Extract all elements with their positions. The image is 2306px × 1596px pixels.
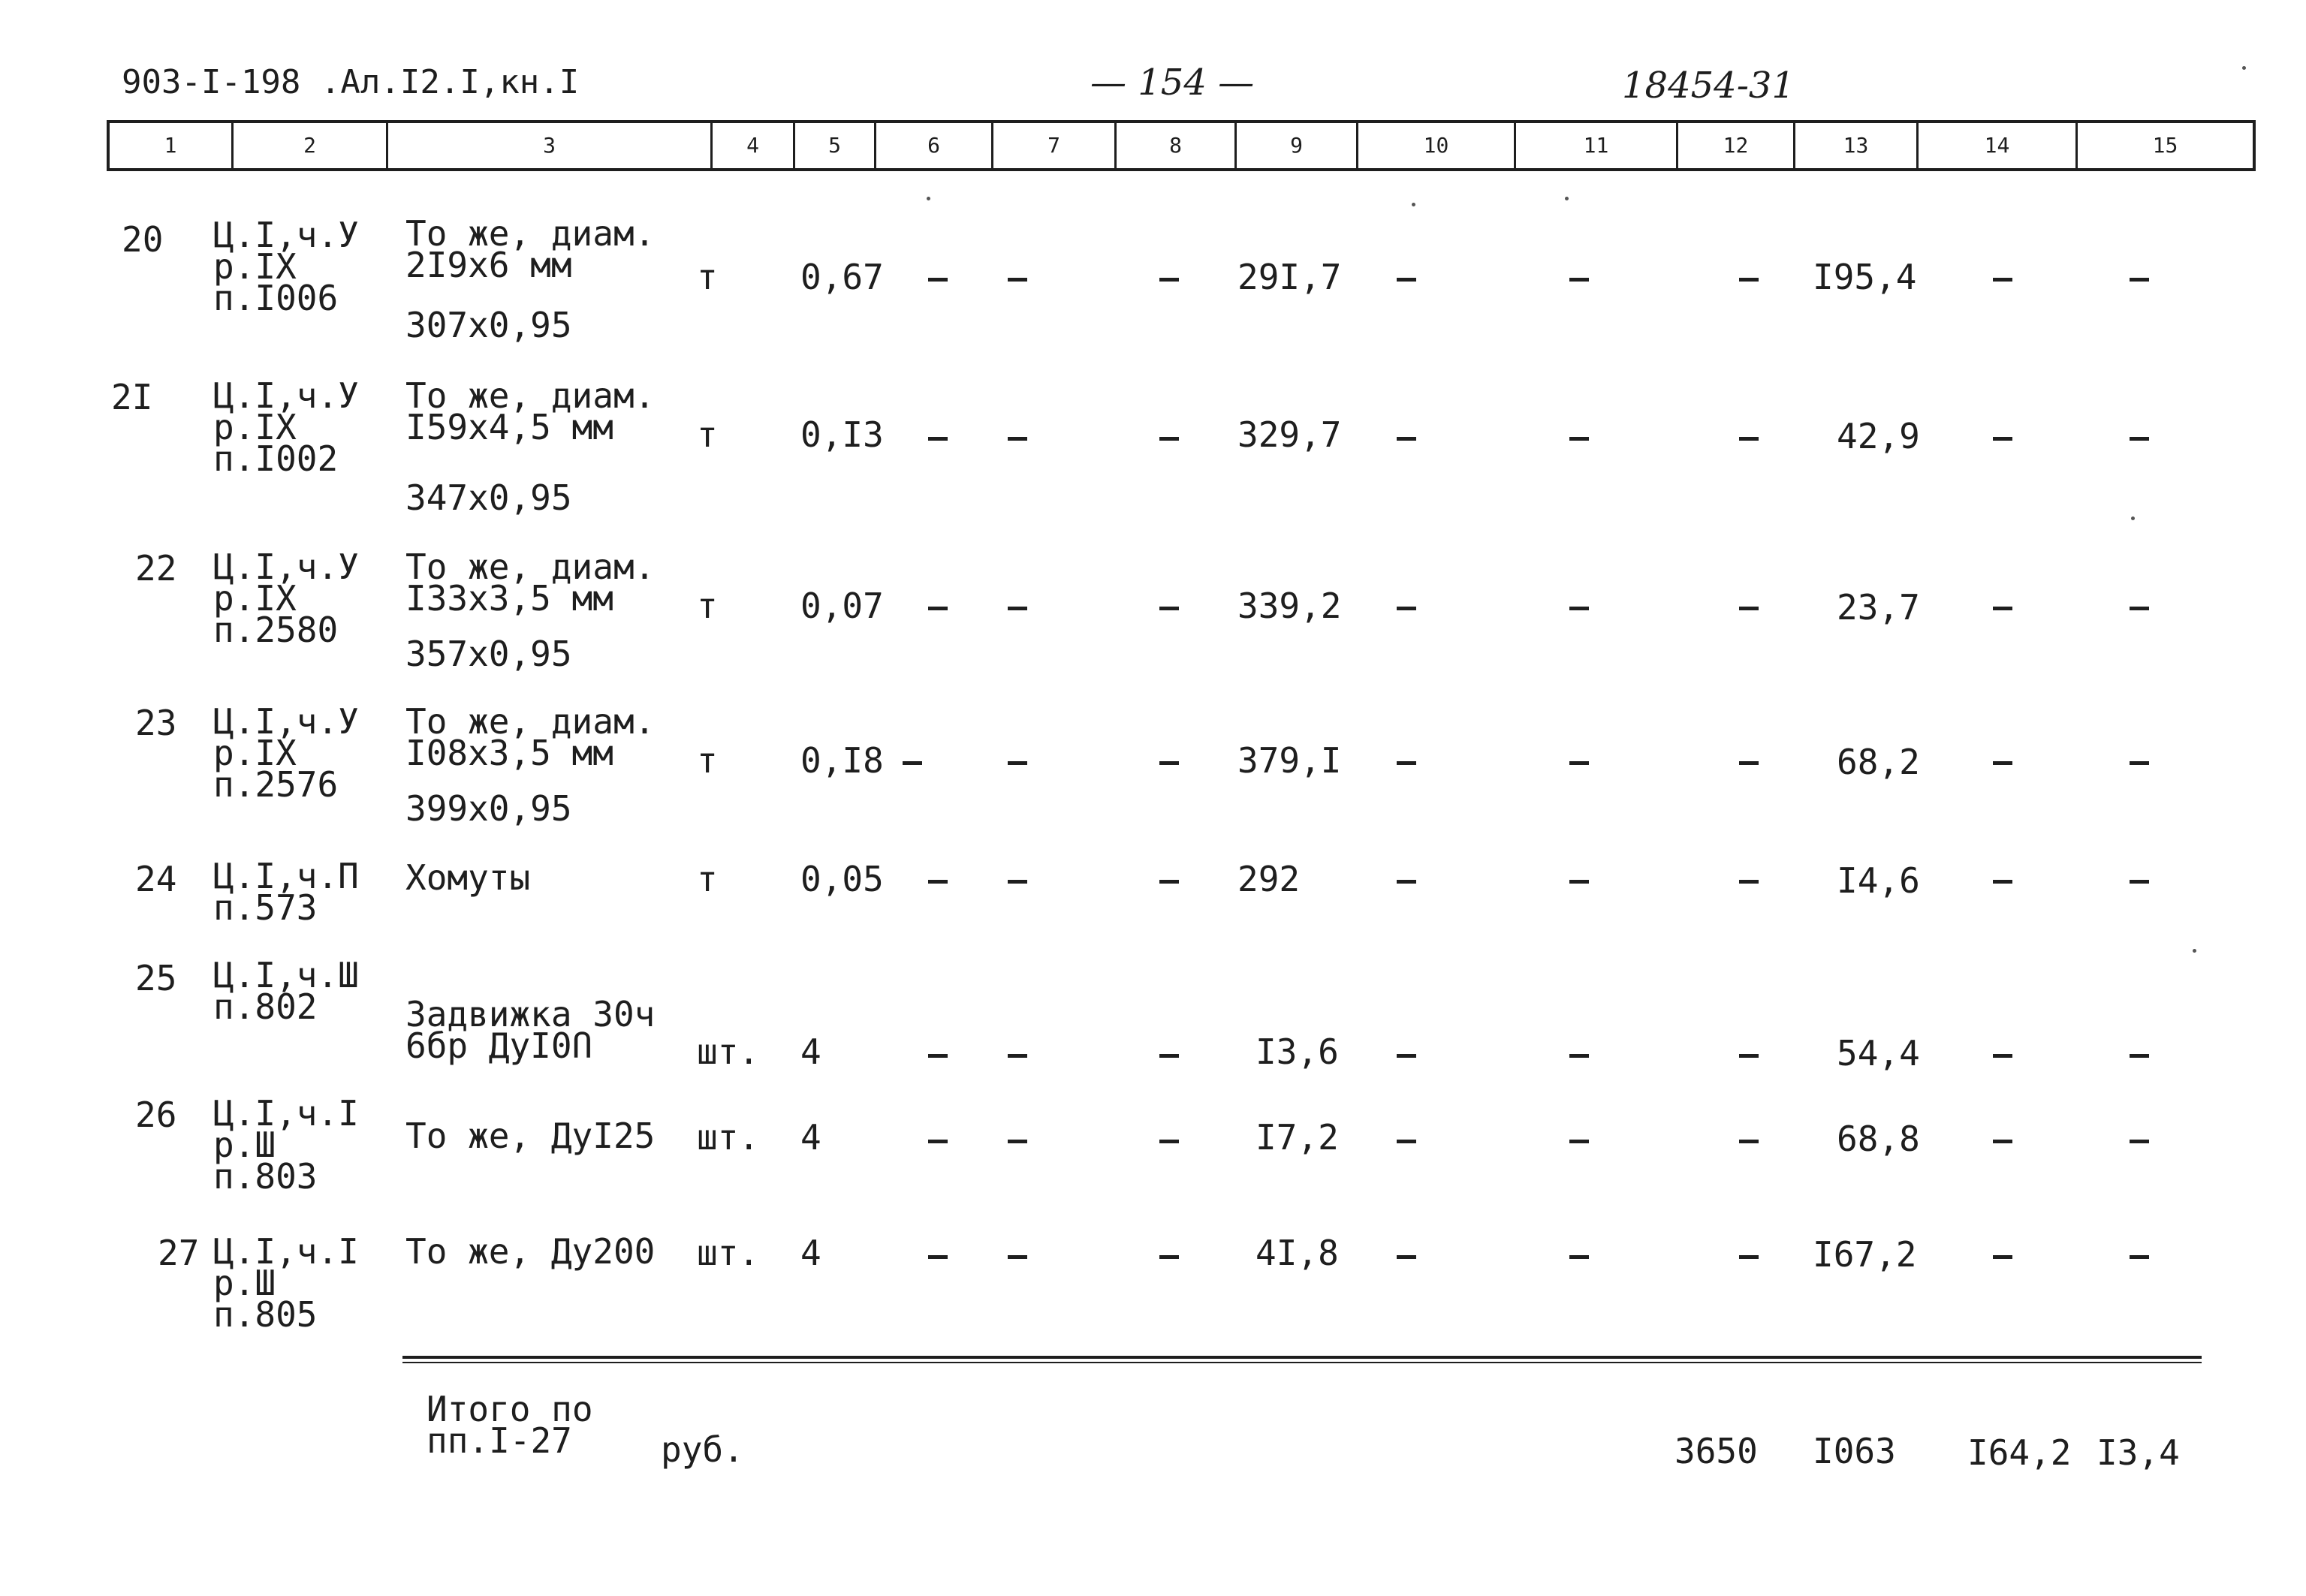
empty-dash bbox=[1008, 1255, 1027, 1259]
price-cell: 29I,7 bbox=[1237, 257, 1342, 297]
reference-line: Ц.I,ч.У bbox=[213, 375, 359, 416]
empty-dash bbox=[2130, 437, 2149, 441]
empty-dash bbox=[1739, 1140, 1759, 1143]
empty-dash bbox=[903, 761, 922, 765]
description-cell bbox=[405, 994, 656, 1066]
reference-line: Ц.I,ч.У bbox=[213, 547, 359, 587]
reference-line: п.I002 bbox=[213, 438, 339, 479]
price-cell: I7,2 bbox=[1255, 1117, 1339, 1158]
empty-dash bbox=[1159, 761, 1179, 765]
column-number: 12 bbox=[1676, 123, 1793, 168]
reference-line: Ц.I,ч.У bbox=[213, 215, 359, 255]
reference-line: п.2580 bbox=[213, 610, 339, 650]
quantity-cell: 4 bbox=[800, 1031, 821, 1072]
column-number: 2 bbox=[231, 123, 386, 168]
empty-dash bbox=[1159, 607, 1179, 610]
empty-dash bbox=[2130, 1140, 2149, 1143]
unit-cell: т bbox=[697, 257, 718, 297]
reference-cell bbox=[213, 701, 359, 805]
reference-line: р.IX bbox=[213, 578, 297, 619]
empty-dash bbox=[1397, 1054, 1416, 1058]
column-number: 3 bbox=[386, 123, 710, 168]
total-cell: I4,6 bbox=[1837, 860, 1920, 901]
reference-line: Ц.I,ч.I bbox=[213, 1231, 359, 1272]
empty-dash bbox=[1569, 607, 1589, 610]
scan-speck bbox=[2242, 66, 2246, 70]
quantity-cell: 0,07 bbox=[800, 586, 884, 626]
row-number: 23 bbox=[135, 703, 177, 743]
reference-line: Ц.I,ч.У bbox=[213, 701, 359, 742]
total-cell: 54,4 bbox=[1837, 1033, 1920, 1074]
empty-dash bbox=[1397, 607, 1416, 610]
empty-dash bbox=[1739, 880, 1759, 884]
empty-dash bbox=[2130, 607, 2149, 610]
empty-dash bbox=[928, 1140, 948, 1143]
description-cell bbox=[405, 701, 656, 773]
empty-dash bbox=[1993, 437, 2012, 441]
column-number-header bbox=[107, 120, 2256, 171]
column-number: 6 bbox=[874, 123, 991, 168]
totals-unit: руб. bbox=[661, 1429, 744, 1470]
unit-cell: шт. bbox=[697, 1233, 760, 1273]
calculation-note: 347х0,95 bbox=[405, 477, 572, 518]
reference-line: р.IX bbox=[213, 407, 297, 447]
reference-cell bbox=[213, 375, 359, 479]
empty-dash bbox=[2130, 1054, 2149, 1058]
empty-dash bbox=[1159, 880, 1179, 884]
description-cell bbox=[405, 375, 656, 447]
totals-col15: I3,4 bbox=[2097, 1432, 2180, 1473]
unit-cell: шт. bbox=[697, 1117, 760, 1158]
description-cell bbox=[405, 547, 656, 619]
quantity-cell: 0,05 bbox=[800, 859, 884, 899]
empty-dash bbox=[928, 1054, 948, 1058]
reference-cell bbox=[213, 215, 359, 318]
empty-dash bbox=[2130, 761, 2149, 765]
empty-dash bbox=[1993, 1140, 2012, 1143]
row-number: 2I bbox=[111, 377, 153, 417]
total-cell: I67,2 bbox=[1813, 1234, 1917, 1275]
reference-line: п.I006 bbox=[213, 278, 339, 318]
column-number: 14 bbox=[1916, 123, 2075, 168]
column-number: 15 bbox=[2075, 123, 2253, 168]
empty-dash bbox=[1397, 278, 1416, 282]
price-cell: 4I,8 bbox=[1255, 1233, 1339, 1273]
empty-dash bbox=[1397, 437, 1416, 441]
description-line: То же, диам. bbox=[405, 547, 656, 587]
quantity-cell: 0,I3 bbox=[800, 414, 884, 455]
price-cell: 292 bbox=[1237, 859, 1301, 899]
empty-dash bbox=[1993, 880, 2012, 884]
scan-speck bbox=[2193, 949, 2196, 953]
empty-dash bbox=[1993, 1255, 2012, 1259]
column-number: 1 bbox=[164, 133, 177, 158]
empty-dash bbox=[1993, 607, 2012, 610]
totals-label-line: пп.I-27 bbox=[427, 1420, 572, 1461]
description-line: Задвижка 30ч bbox=[405, 994, 656, 1034]
description-line: I33х3,5 мм bbox=[405, 578, 613, 619]
reference-line: Ц.I,ч.П bbox=[213, 856, 359, 896]
description-line: То же, диам. bbox=[405, 701, 656, 742]
row-number: 24 bbox=[135, 859, 177, 899]
total-cell: I95,4 bbox=[1813, 257, 1917, 297]
calculation-note: 357х0,95 bbox=[405, 634, 572, 674]
empty-dash bbox=[1569, 761, 1589, 765]
reference-line: р.Ш bbox=[213, 1263, 276, 1303]
empty-dash bbox=[1739, 437, 1759, 441]
column-number: 10 bbox=[1356, 123, 1514, 168]
empty-dash bbox=[1008, 761, 1027, 765]
unit-cell: шт. bbox=[697, 1031, 760, 1072]
empty-dash bbox=[928, 880, 948, 884]
empty-dash bbox=[1569, 880, 1589, 884]
total-cell: 68,8 bbox=[1837, 1119, 1920, 1159]
column-number: 9 bbox=[1234, 123, 1356, 168]
scan-speck bbox=[1412, 203, 1415, 206]
totals-col14: I64,2 bbox=[1967, 1432, 2072, 1473]
empty-dash bbox=[1397, 1140, 1416, 1143]
description-line: 2I9х6 мм bbox=[405, 245, 572, 285]
handwritten-code: 18454-31 bbox=[1622, 65, 1795, 107]
scan-speck bbox=[927, 197, 930, 200]
row-number: 27 bbox=[158, 1233, 200, 1273]
description-line: То же, диам. bbox=[405, 213, 656, 254]
empty-dash bbox=[1569, 1255, 1589, 1259]
quantity-cell: 4 bbox=[800, 1117, 821, 1158]
unit-cell: т bbox=[697, 859, 718, 899]
unit-cell: т bbox=[697, 586, 718, 626]
empty-dash bbox=[1397, 1255, 1416, 1259]
unit-cell: т bbox=[697, 740, 718, 781]
empty-dash bbox=[928, 437, 948, 441]
column-number: 13 bbox=[1793, 123, 1916, 168]
calculation-note: 307х0,95 bbox=[405, 305, 572, 345]
empty-dash bbox=[2130, 880, 2149, 884]
totals-label bbox=[427, 1389, 593, 1461]
empty-dash bbox=[1159, 1054, 1179, 1058]
row-number: 20 bbox=[122, 219, 164, 260]
quantity-cell: 4 bbox=[800, 1233, 821, 1273]
column-number: 7 bbox=[991, 123, 1114, 168]
empty-dash bbox=[1739, 607, 1759, 610]
description-line: 6бр ДуI0Ո bbox=[405, 1025, 593, 1066]
reference-line: р.Ш bbox=[213, 1125, 276, 1165]
total-cell: 23,7 bbox=[1837, 587, 1920, 628]
reference-cell bbox=[213, 547, 359, 650]
calculation-note: 399х0,95 bbox=[405, 788, 572, 829]
reference-cell bbox=[213, 955, 359, 1027]
reference-line: п.2576 bbox=[213, 764, 339, 805]
totals-col12: 3650 bbox=[1674, 1431, 1758, 1471]
empty-dash bbox=[1008, 1140, 1027, 1143]
empty-dash bbox=[2130, 1255, 2149, 1259]
empty-dash bbox=[1739, 761, 1759, 765]
quantity-cell: 0,67 bbox=[800, 257, 884, 297]
empty-dash bbox=[1397, 880, 1416, 884]
reference-line: Ц.I,ч.Ш bbox=[213, 955, 359, 995]
reference-line: р.IX bbox=[213, 733, 297, 773]
empty-dash bbox=[1008, 1054, 1027, 1058]
empty-dash bbox=[1008, 278, 1027, 282]
description-line: I59х4,5 мм bbox=[405, 407, 613, 447]
reference-line: Ц.I,ч.I bbox=[213, 1093, 359, 1134]
description-line: То же, Ду200 bbox=[405, 1231, 656, 1272]
price-cell: 329,7 bbox=[1237, 414, 1342, 455]
empty-dash bbox=[1008, 880, 1027, 884]
description-line: Хомуты bbox=[405, 857, 531, 898]
quantity-cell: 0,I8 bbox=[800, 740, 884, 781]
totals-rule bbox=[402, 1356, 2202, 1359]
totals-label-line: Итого по bbox=[427, 1389, 593, 1429]
empty-dash bbox=[1008, 437, 1027, 441]
totals-rule-thin bbox=[402, 1362, 2202, 1363]
reference-cell bbox=[213, 1093, 359, 1197]
empty-dash bbox=[1993, 278, 2012, 282]
unit-cell: т bbox=[697, 414, 718, 455]
total-cell: 68,2 bbox=[1837, 742, 1920, 782]
reference-cell bbox=[213, 856, 359, 928]
price-cell: I3,6 bbox=[1255, 1031, 1339, 1072]
description-cell bbox=[405, 213, 656, 285]
empty-dash bbox=[2130, 278, 2149, 282]
empty-dash bbox=[928, 278, 948, 282]
column-number: 8 bbox=[1114, 123, 1234, 168]
column-number: 4 bbox=[710, 123, 793, 168]
row-number: 25 bbox=[135, 958, 177, 998]
description-line: То же, ДуI25 bbox=[405, 1116, 656, 1156]
reference-cell bbox=[213, 1231, 359, 1335]
description-line: I08х3,5 мм bbox=[405, 733, 613, 773]
empty-dash bbox=[1159, 1140, 1179, 1143]
column-number: 5 bbox=[793, 123, 874, 168]
row-number: 22 bbox=[135, 548, 177, 589]
empty-dash bbox=[1159, 1255, 1179, 1259]
price-cell: 339,2 bbox=[1237, 586, 1342, 626]
reference-line: п.802 bbox=[213, 986, 318, 1027]
empty-dash bbox=[1569, 1140, 1589, 1143]
empty-dash bbox=[1739, 278, 1759, 282]
empty-dash bbox=[928, 607, 948, 610]
empty-dash bbox=[928, 1255, 948, 1259]
reference-line: п.573 bbox=[213, 887, 318, 928]
description-line: То же, диам. bbox=[405, 375, 656, 416]
empty-dash bbox=[1739, 1054, 1759, 1058]
empty-dash bbox=[1993, 761, 2012, 765]
column-number: 11 bbox=[1514, 123, 1676, 168]
total-cell: 42,9 bbox=[1837, 416, 1920, 456]
document-reference: 903-I-198 .Ал.I2.I,кн.I bbox=[122, 63, 580, 101]
scan-speck bbox=[1565, 197, 1569, 200]
empty-dash bbox=[1397, 761, 1416, 765]
description-cell bbox=[405, 1231, 656, 1272]
description-cell bbox=[405, 857, 531, 898]
empty-dash bbox=[1569, 1054, 1589, 1058]
reference-line: р.IX bbox=[213, 246, 297, 287]
totals-col13: I063 bbox=[1813, 1431, 1896, 1471]
empty-dash bbox=[1993, 1054, 2012, 1058]
reference-line: п.803 bbox=[213, 1156, 318, 1197]
empty-dash bbox=[1159, 278, 1179, 282]
scan-speck bbox=[2131, 516, 2135, 520]
price-cell: 379,I bbox=[1237, 740, 1342, 781]
description-cell bbox=[405, 1116, 656, 1156]
row-number: 26 bbox=[135, 1095, 177, 1135]
empty-dash bbox=[1569, 278, 1589, 282]
empty-dash bbox=[1008, 607, 1027, 610]
reference-line: п.805 bbox=[213, 1294, 318, 1335]
empty-dash bbox=[1739, 1255, 1759, 1259]
empty-dash bbox=[1569, 437, 1589, 441]
empty-dash bbox=[1159, 437, 1179, 441]
page-number: — 154 — bbox=[1090, 62, 1255, 104]
